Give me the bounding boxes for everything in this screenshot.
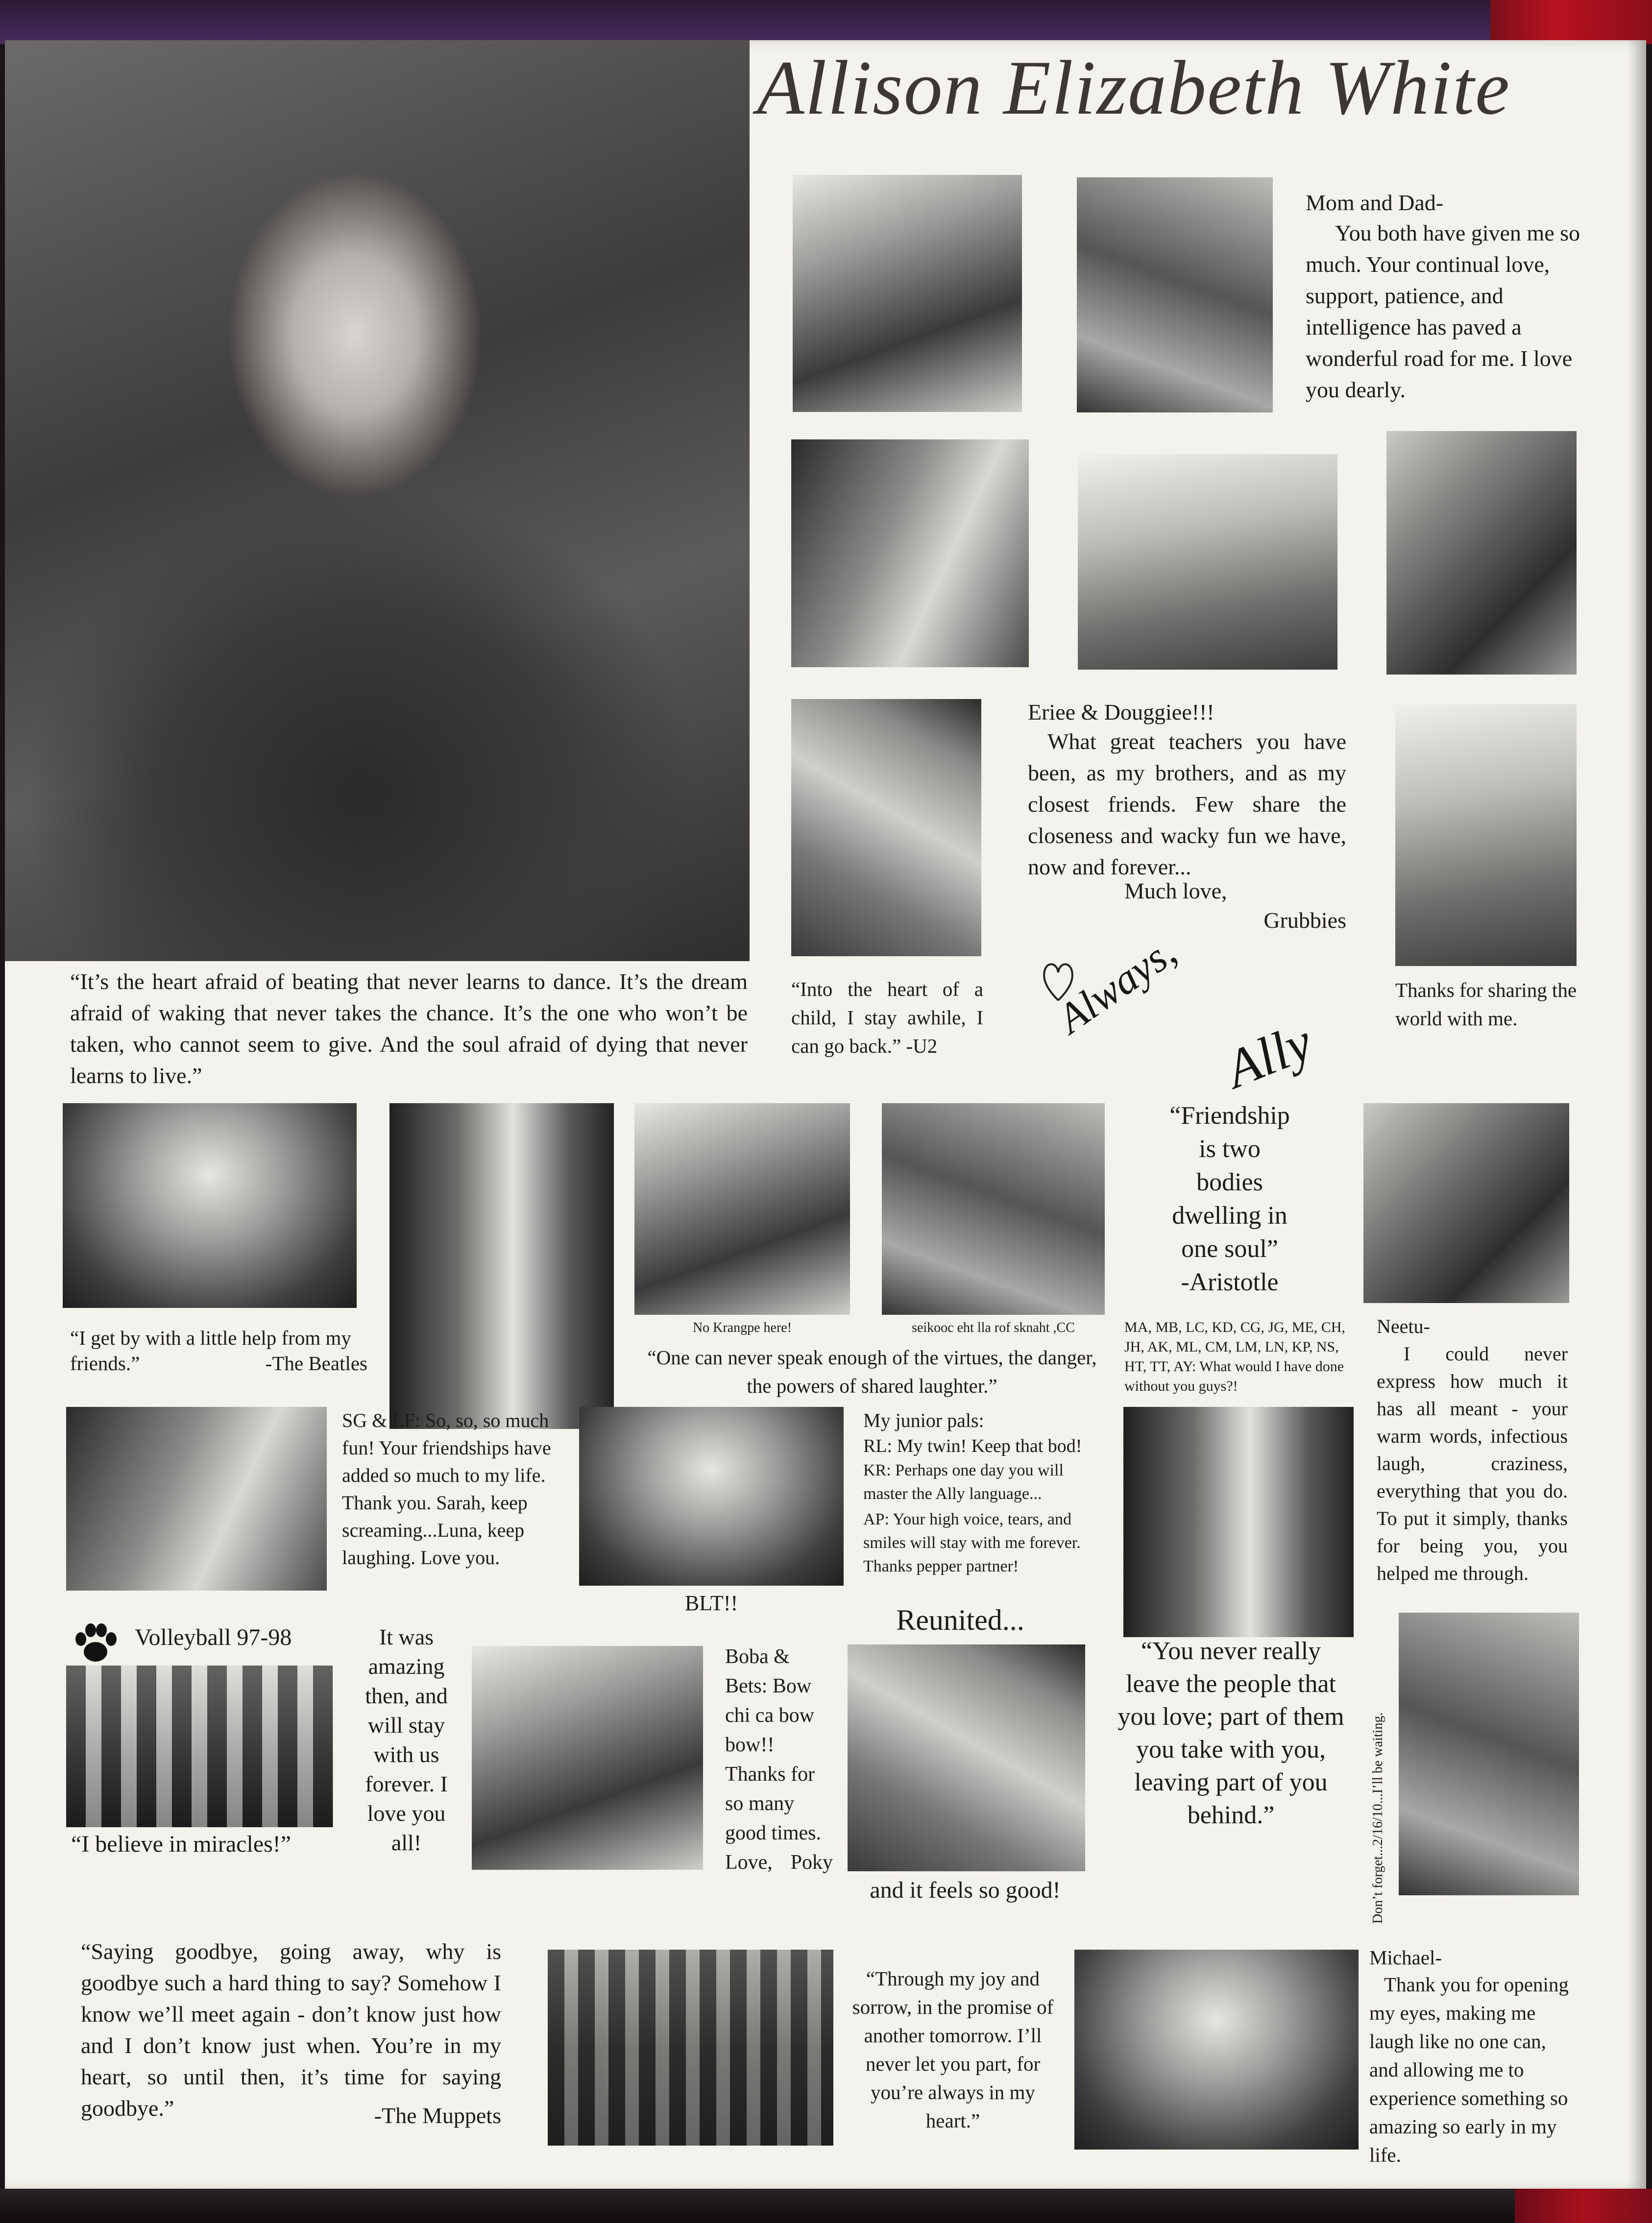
brothers-heading: Eriee & Douggiee!!! <box>1028 700 1215 725</box>
junior-pals-heading: My junior pals: <box>863 1409 984 1431</box>
quote-u2: “Into the heart of a child, I stay awhile, I can go back.” -U2 <box>791 978 983 1057</box>
photo-girl-with-mother <box>793 175 1022 412</box>
michael-message: Thank you for opening my eyes, making me laugh like no one can, and allowing me to experience something so amazing so early in my life. <box>1369 1973 1569 2166</box>
junior-pals-rl: RL: My twin! Keep that bod! <box>863 1436 1082 1456</box>
binder-tab-top <box>1490 0 1652 44</box>
mom-dad-message: You both have given me so much. Your continual love, support, patience, and intelligence has paved a wonderful road for me. I love you dearly. <box>1306 220 1580 402</box>
junior-pals-ap: AP: Your high voice, tears, and smiles will stay with me forever. Thanks pepper partner! <box>863 1510 1081 1575</box>
photo-three-friends-close <box>1074 1950 1359 2150</box>
brothers-signature: Grubbies <box>1263 908 1346 933</box>
quote-shared-laughter: “One can never speak enough of the virtues, the danger, the powers of shared laughter.” <box>647 1346 1097 1397</box>
page-fold-shadow <box>1627 40 1646 2191</box>
junior-pals-kr: KR: Perhaps one day you will master the Ally language... <box>863 1461 1064 1503</box>
volleyball-heading: Volleyball 97-98 <box>135 1624 292 1650</box>
caption-no-krangpe: No Krangpe here! <box>692 1320 792 1335</box>
yearbook-page <box>5 40 1646 2191</box>
brothers-message: What great teachers you have been, as my brothers, and as my closest friends. Few share the closeness and wacky fun we have, now and forever... <box>1028 729 1346 879</box>
amazing-message: It was amazing then, and will stay with us forever. I love you all! <box>365 1624 448 1855</box>
photo-reunited-friends <box>848 1644 1085 1871</box>
quote-never-leave: “You never really leave the people that you love; part of them you take with you, leaving part of you behind.” <box>1118 1637 1344 1829</box>
signature-always: Always, <box>1049 927 1185 1042</box>
paw-print-icon <box>71 1621 120 1666</box>
quote-muppets-attribution: -The Muppets <box>374 2103 501 2128</box>
quote-aristotle: “Friendship is two bodies dwelling in one soul” -Aristotle <box>1169 1102 1290 1296</box>
photo-hugging-friends <box>1123 1407 1354 1637</box>
caption-reversed-thanks: seikooc eht lla rof sknaht ,CC <box>912 1320 1075 1335</box>
friends-initials-message: MA, MB, LC, KD, CG, JG, ME, CH, JH, AK, ML, CM, LM, LN, KP, NS, HT, TT, AY: What would I have done without you guys?! <box>1124 1319 1345 1394</box>
boba-bets-signature: Poky <box>790 1851 833 1874</box>
photo-sibling-hug <box>1386 431 1577 675</box>
quote-muppets: “Saying goodbye, going away, why is goodbye such a hard thing to say? Somehow I know we’ll meet again - don’t know just how and I don’t know just when. You’re in my heart, so until then, it’s time for saying goodbye.” <box>81 1939 501 2121</box>
feels-good-caption: and it feels so good! <box>870 1877 1061 1903</box>
senior-portrait-photo <box>5 40 750 961</box>
neetu-heading: Neetu- <box>1377 1315 1430 1337</box>
photo-boys-laughing <box>389 1103 614 1429</box>
brothers-closing: Much love, <box>1124 878 1227 903</box>
quote-beatles-line1: “I get by with a little help from my <box>70 1327 351 1349</box>
photo-volleyball-team <box>66 1666 333 1827</box>
photo-father-with-child <box>1077 177 1273 412</box>
neetu-message: I could never express how much it has all meant - your warm words, infectious laugh, craziness, everything that you do. To put it simply, thanks for being you, you helped me through. <box>1377 1343 1568 1584</box>
photo-two-girls-smiling <box>634 1103 850 1315</box>
photo-neetu <box>1363 1103 1569 1303</box>
quote-heart-afraid: “It’s the heart afraid of beating that never learns to dance. It’s the dream afraid of waking that never takes the chance. It’s the one who won’t be taken, who cannot seem to give. And the soul afraid of dying that never learns to live.” <box>70 969 748 1088</box>
photo-kiss-on-cheek <box>791 439 1029 667</box>
mom-dad-heading: Mom and Dad- <box>1306 190 1444 215</box>
quote-believe-miracles: “I believe in miracles!” <box>71 1831 292 1857</box>
dont-forget-note: Don’t forget...2/16/10...I’ll be waiting. <box>1370 1712 1385 1924</box>
photo-friends-lying-down <box>66 1407 327 1591</box>
photo-three-friends-embracing <box>472 1646 703 1870</box>
sg-lf-message: SG & LF: So, so, so much fun! Your friendships have added so much to my life. Thank you. Sarah, keep screaming...Luna, keep laughing. Love you. <box>342 1409 551 1569</box>
quote-joy-sorrow: “Through my joy and sorrow, in the promise of another tomorrow. I’ll never let you part, for you’re always in my heart.” <box>852 1967 1054 2132</box>
photo-michael <box>1399 1613 1579 1895</box>
scanner-edge-top <box>0 0 1652 44</box>
photo-large-group <box>548 1950 833 2146</box>
photo-blt-three-girls <box>579 1407 844 1586</box>
caption-blt: BLT!! <box>684 1591 738 1615</box>
photo-child-in-hat <box>791 699 981 956</box>
photo-man-by-lake <box>1395 704 1577 966</box>
boba-bets-message: Boba & Bets: Bow chi ca bow bow!! Thanks for so many good times. Love, <box>725 1645 821 1874</box>
scanner-edge-bottom <box>0 2189 1652 2223</box>
reunited-heading: Reunited... <box>896 1604 1024 1636</box>
photo-friends-group <box>63 1103 357 1308</box>
caption-thanks-sharing: Thanks for sharing the world with me. <box>1395 979 1577 1030</box>
quote-beatles-attribution: -The Beatles <box>265 1352 367 1375</box>
photo-three-kids <box>1078 454 1337 670</box>
signature-name: Ally <box>1217 1011 1320 1100</box>
page-title: Allison Elizabeth White <box>757 45 1511 131</box>
binder-tab-bottom <box>1515 2189 1652 2223</box>
photo-girl-and-boy-seated <box>882 1103 1105 1315</box>
michael-heading: Michael- <box>1369 1946 1442 1969</box>
quote-beatles-line2: friends.” <box>70 1352 140 1375</box>
